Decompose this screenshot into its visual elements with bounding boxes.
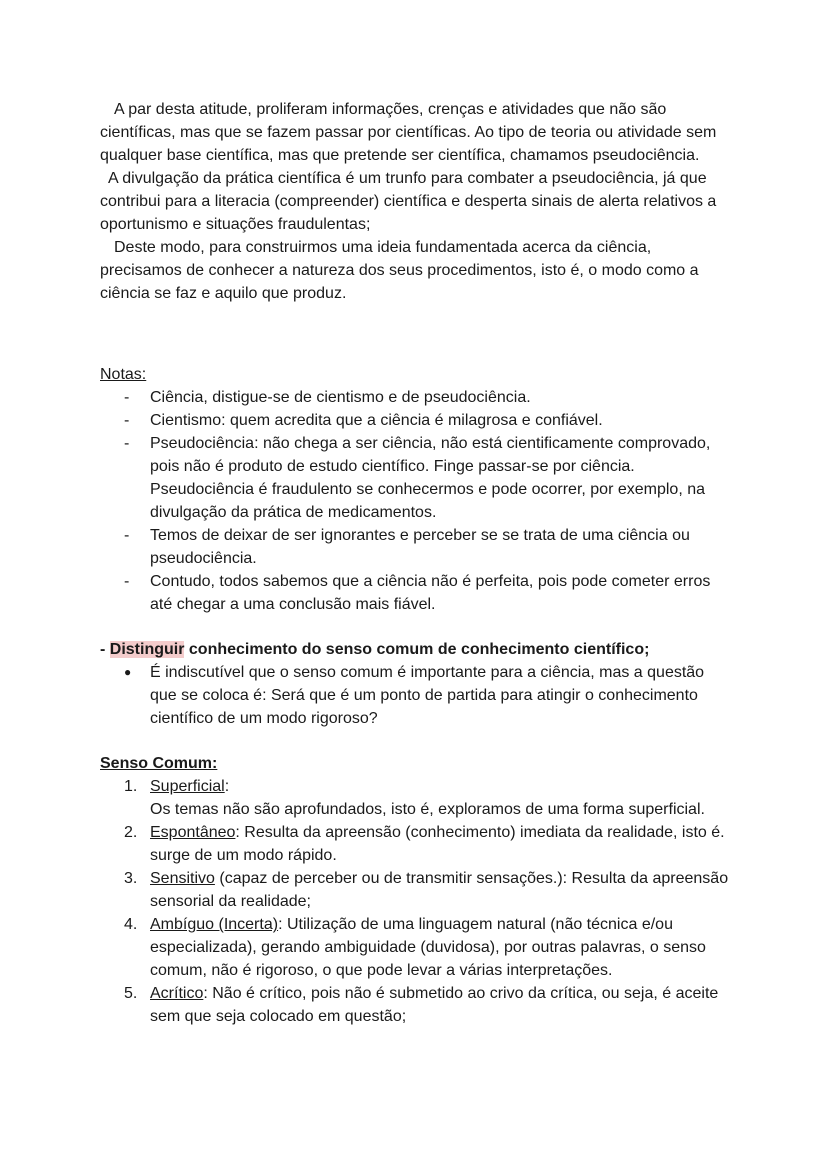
term: Ambíguo (Incerta) [150,916,279,933]
notes-heading: Notas: [100,366,147,383]
dash-marker: - [124,389,130,406]
list-item: 2. Espontâneo: Resulta da apreensão (conhecimento) imediata da realidade, isto é. surge de um modo rápido. [124,824,725,864]
list-item: - Temos de deixar de ser ignorantes e perceber se se trata de uma ciência ou pseudociência. [100,524,730,570]
intro-paragraph-1: A par desta atitude, proliferam informações, crenças e atividades que não são científicas, mas que se fazem passar por científicas. Ao tipo de teoria ou atividade sem qualquer base científica, mas que pretende ser científica, chamamos pseudociência. [100,101,717,164]
dash-marker: - [124,435,130,452]
notes-list [100,386,730,616]
spacer [100,305,730,363]
term: Sensitivo [150,870,215,887]
list-item: 3. Sensitivo (capaz de perceber ou de transmitir sensações.): Resulta da apreensão sensorial da realidade; [124,870,729,910]
list-item: ● É indiscutível que o senso comum é importante para a ciência, mas a questão que se coloca é: Será que é um ponto de partida para atingir o conhecimento científico de um modo rigoroso? [100,661,730,730]
list-item: 1. Superficial: Os temas não são aprofundados, isto é, exploramos de uma forma superficial. [124,778,705,818]
dash-marker: - [124,412,130,429]
dash-marker: - [124,527,130,544]
list-item: 5. Acrítico: Não é crítico, pois não é submetido ao crivo da crítica, ou seja, é aceite sem que seja colocado em questão; [124,985,719,1025]
list-item: - Contudo, todos sabemos que a ciência não é perfeita, pois pode cometer erros até chegar a uma conclusão mais fiável. [100,570,730,616]
spacer [100,730,730,752]
term: Espontâneo [150,824,236,841]
term: Acrítico [150,985,204,1002]
document-page [100,98,730,1028]
list-item: - Pseudociência: não chega a ser ciência, não está cientificamente comprovado, pois não é produto de estudo científico. Finge passar-se por ciência. Pseudociência é fraudulento se conhecermos e pode ocorrer, por exemplo, na divulgação da prática de medicamentos. [100,432,730,524]
senso-comum-list [100,775,730,1028]
list-item: 4. Ambíguo (Incerta): Utilização de uma linguagem natural (não técnica e/ou especializada), gerando ambiguidade (duvidosa), por outras palavras, o senso comum, não é rigoroso, o que pode levar a várias interpretações. [124,916,706,979]
list-item: - Ciência, distigue-se de cientismo e de pseudociência. [100,386,730,409]
dash-marker: - [124,573,130,590]
term: Superficial [150,778,225,795]
intro-paragraph-3: Deste modo, para construirmos uma ideia fundamentada acerca da ciência, precisamos de conhecer a natureza dos seus procedimentos, isto é, o modo como a ciência se faz e aquilo que produz. [100,239,699,302]
list-item: - Cientismo: quem acredita que a ciência é milagrosa e confiável. [100,409,730,432]
spacer [100,616,730,638]
bullet-icon: ● [124,665,132,679]
senso-comum-heading: Senso Comum: [100,755,218,772]
distinguish-heading: - Distinguir conhecimento do senso comum de conhecimento científico; [100,641,650,658]
intro-paragraph-2: A divulgação da prática científica é um trunfo para combater a pseudociência, já que contribui para a literacia (compreender) científica e desperta sinais de alerta relativos a oportunismo e situações fraudulentas; [100,170,717,233]
highlighted-text: Distinguir [109,641,185,658]
distinguish-list [100,661,730,730]
